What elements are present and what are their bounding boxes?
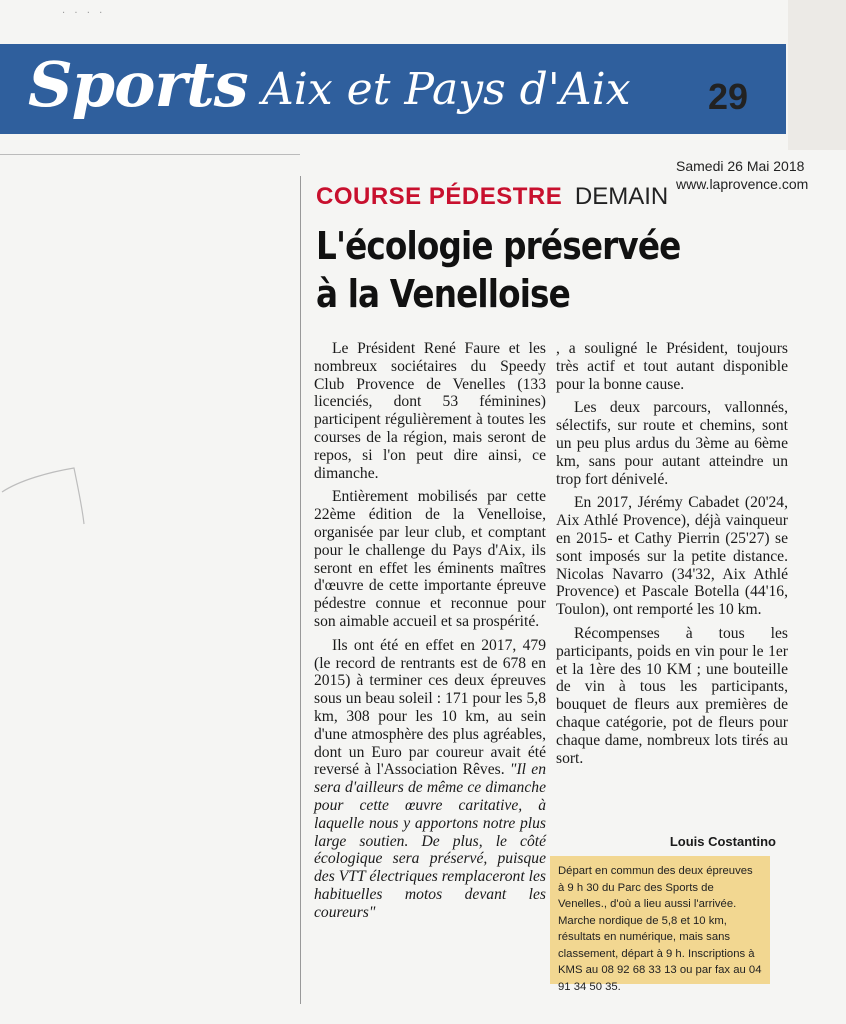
section-region: Aix et Pays d'Aix: [262, 64, 631, 115]
article-rubric: [316, 183, 668, 211]
paragraph-2: Entièrement mobilisés par cette 22ème édition de la Venelloise, organisée par leur club, et comptant pour le challenge du Pays d'Aix, ils seront en effet les éminents maîtres d'œuvre de cette importante épreuve pédestre connue et reconnue pour son aimable accueil et sa prospérité.: [314, 488, 546, 630]
info-box-text: Départ en commun des deux épreuves à 9 h 30 du Parc des Sports de Venelles., d'où a lieu aussi l'arrivée. Marche nordique de 5,8 et 10 km, résultats en numérique, mais sans classement, départ à 9 h. Inscriptions à KMS au 08 92 68 33 13 ou par fax au 04 91 34 50 35.: [558, 865, 762, 993]
article-headline: [316, 222, 720, 318]
article-column-1: [314, 340, 546, 928]
paragraph-6: En 2017, Jérémy Cabadet (20'24, Aix Athlé Provence), déjà vainqueur en 2015- et Cathy Pierrin (25'27) se sont imposés sur la petite distance. Nicolas Navarro (34'32, Aix Athlé Provence) et Pascale Botella (44'16, Toulon), ont remporté les 10 km.: [556, 494, 788, 619]
paragraph-1: Le Président René Faure et les nombreux sociétaires du Speedy Club Provence de Venelles (133 licenciés, dont 53 féminines) participent régulièrement à toutes les courses de la région, mais seront de repos, si l'on peut dire ainsi, ce dimanche.: [314, 340, 546, 482]
paragraph-7: Récompenses à tous les participants, poids en vin pour le 1er et la 1ère des 10 KM ; une bouteille de vin à tous les participants, bouquet de fleurs aux premières de chaque catégorie, pot de fleurs pour chaque dame, nombreux lots tirés au sort.: [556, 624, 788, 767]
section-banner: [0, 44, 786, 134]
scan-edge: [788, 0, 846, 150]
headline-line-1: L'écologie préservée: [316, 224, 681, 268]
divider: [0, 154, 300, 155]
article-category: COURSE PÉDESTRE: [316, 183, 563, 210]
paragraph-3: [314, 637, 546, 922]
scan-dots: · · · ·: [62, 8, 106, 19]
paragraph-4: , a souligné le Président, toujours très actif et tout autant disponible pour la bonne cause.: [556, 340, 788, 393]
article-when: DEMAIN: [574, 183, 669, 210]
president-quote: "Il en sera d'ailleurs de même ce dimanche pour cette œuvre caritative, à laquelle nous y apportons notre plus large soutien. De plus, le côté écologique sera préservé, puisque des VTT électriques remplaceront les habituelles motos devant les coureurs": [314, 761, 546, 921]
paragraph-3-text: Ils ont été en effet en 2017, 479 (le record de rentrants est de 678 en 2015) à terminer ces deux épreuves sous un beau soleil : 171 pour les 5,8 km, 308 pour les 10 km, au sein d'une atmosphère des plus agréables, dont un Euro par coureur avait été reversé à l'Association Rêves.: [314, 636, 546, 779]
paragraph-5: Les deux parcours, vallonnés, sélectifs, sur route et chemins, sont un peu plus ardus du 3ème au 6ème km, sans pour autant atteindre un trop fort dénivelé.: [556, 399, 788, 488]
section-title: Sports: [28, 48, 248, 121]
pencil-mark: [0, 458, 90, 528]
info-box: [550, 856, 770, 993]
article-column-2: [556, 340, 788, 773]
date: Samedi 26 Mai 2018: [676, 158, 805, 174]
website: www.laprovence.com: [676, 176, 809, 192]
article-author: Louis Costantino: [669, 834, 776, 849]
headline-line-2: à la Venelloise: [316, 272, 570, 316]
page-number: 29: [708, 76, 749, 117]
